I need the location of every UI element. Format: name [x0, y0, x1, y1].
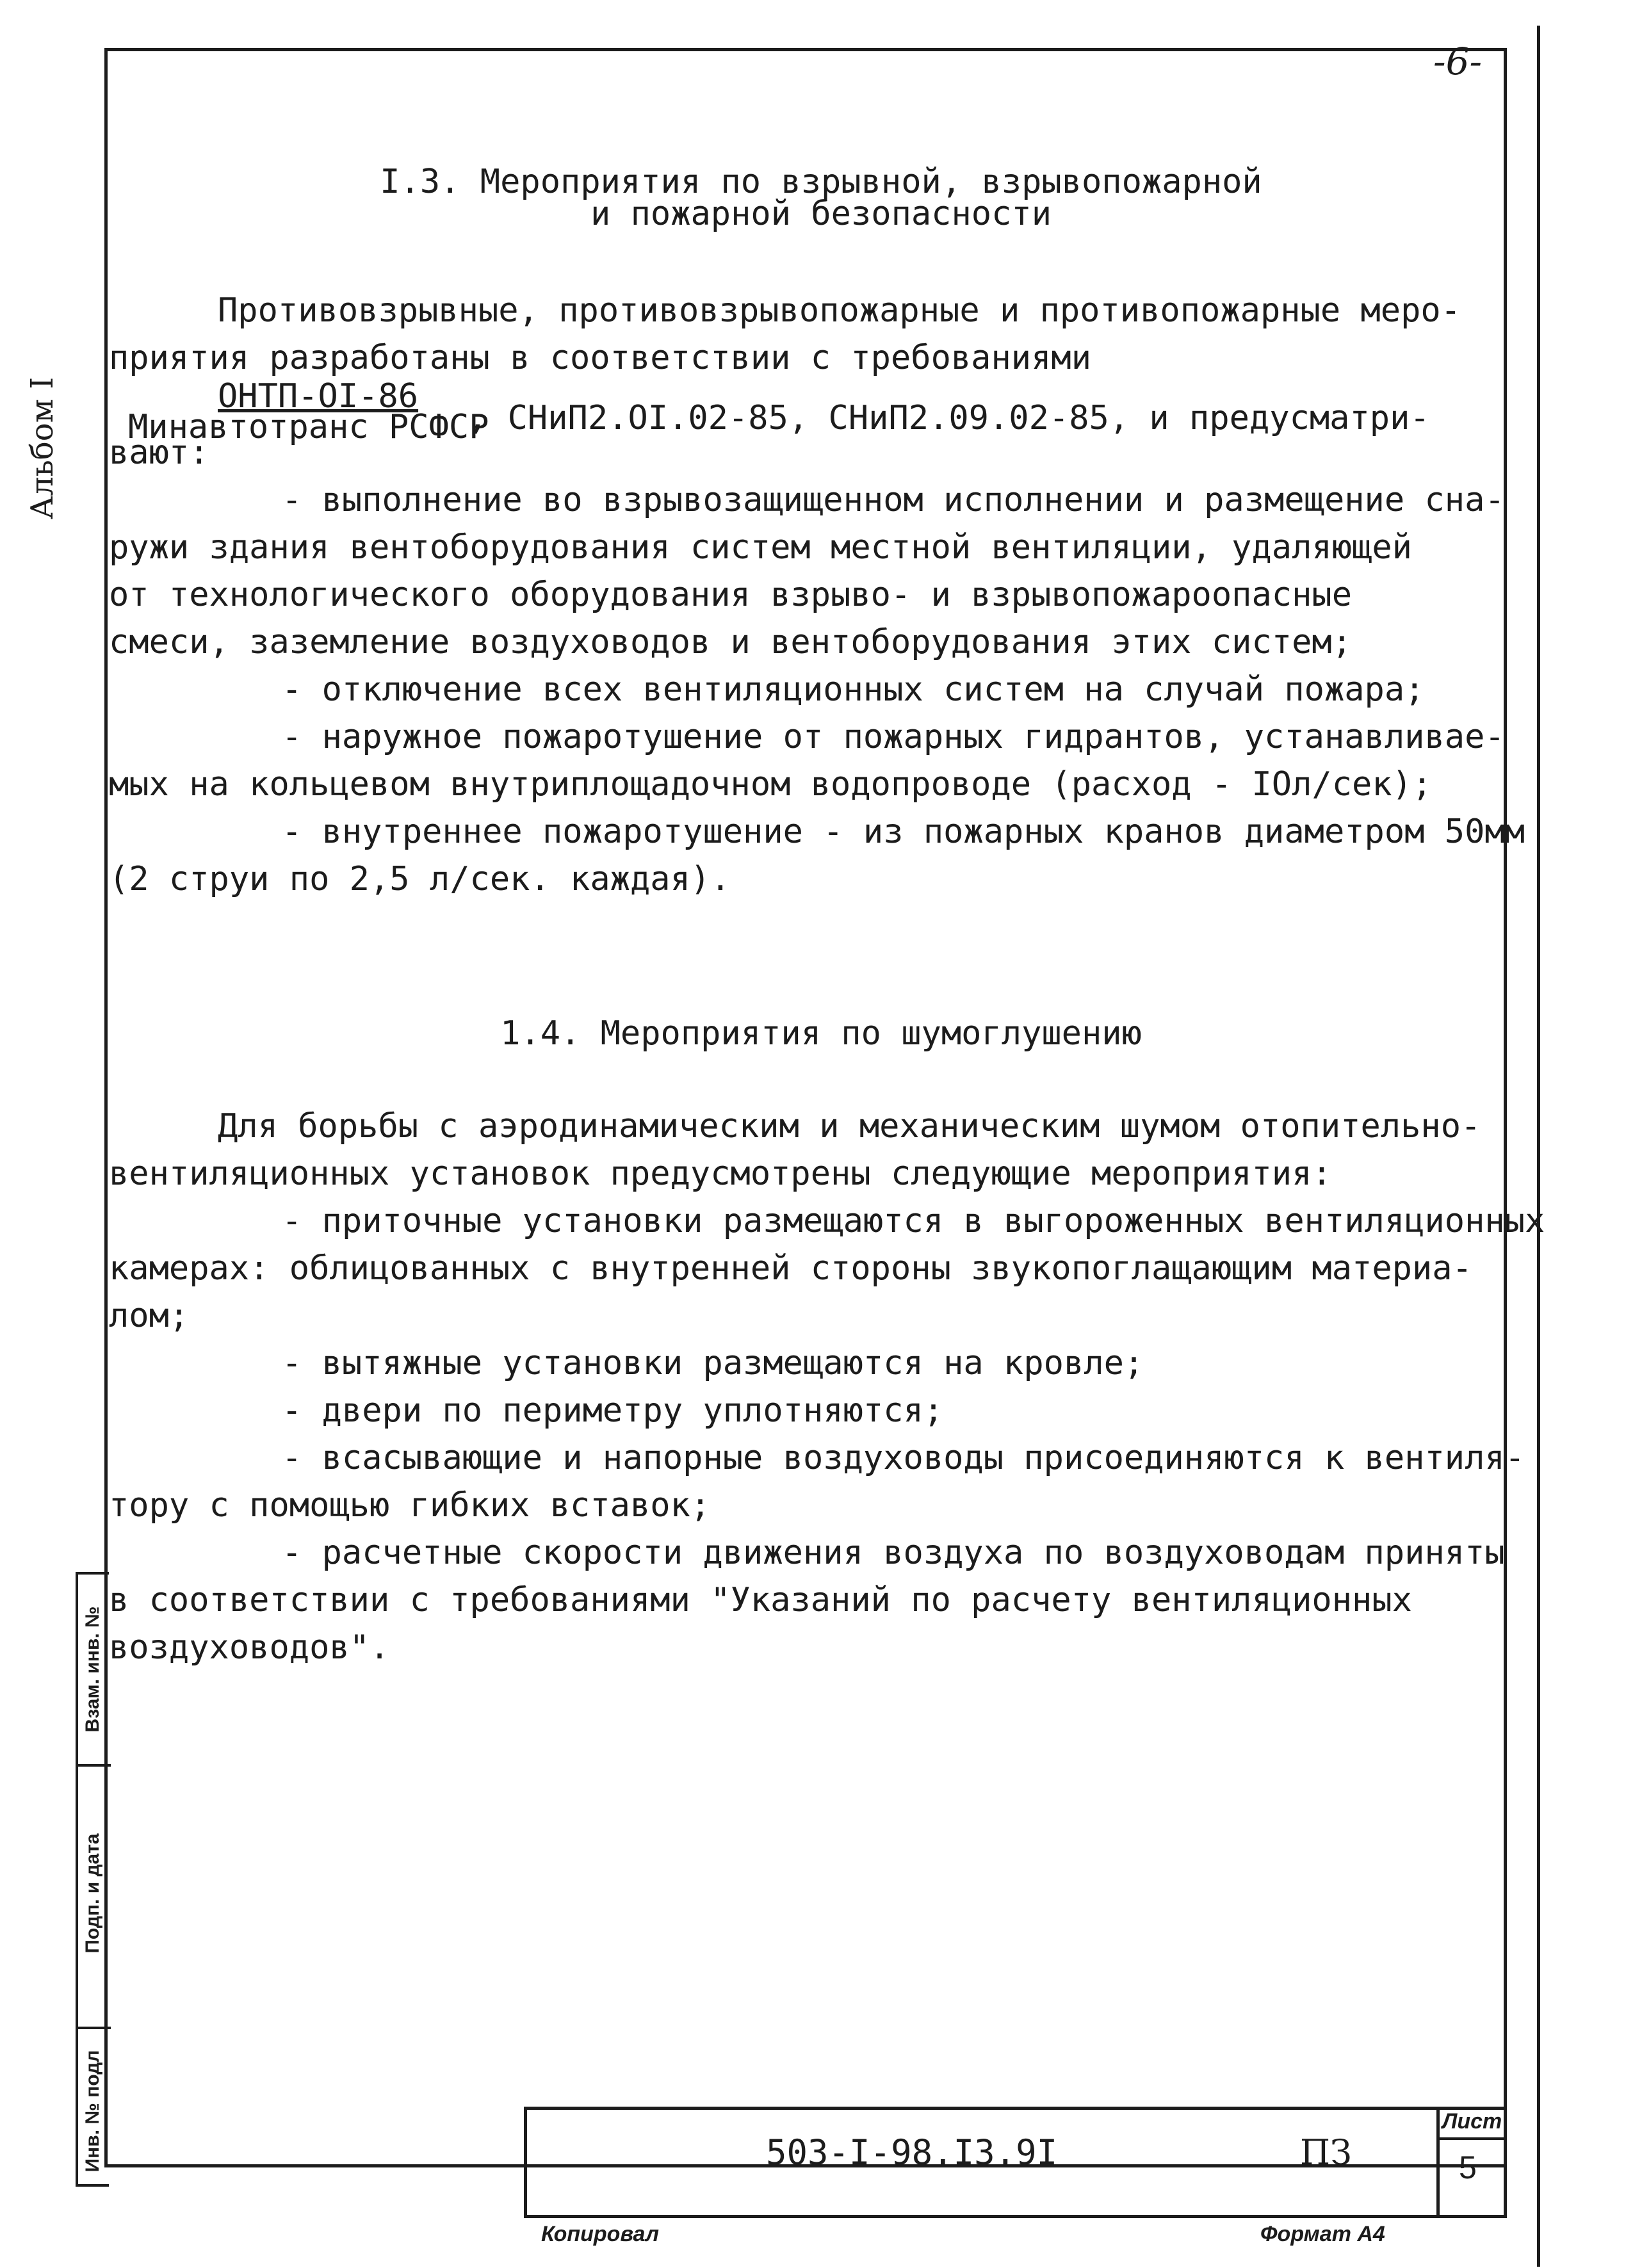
body-line: Для борьбы с аэродинамическим и механическим шумом отопительно- — [218, 1107, 1481, 1146]
sign-date-label: Подп. и дата — [82, 1833, 103, 1954]
replace-inv-label: Взам. инв. № — [82, 1606, 103, 1733]
sheet-label: Лист — [1442, 2109, 1502, 2134]
list-item: тору с помощью гибких вставок; — [109, 1486, 711, 1525]
side-stamp-divider — [76, 1764, 111, 1767]
document-code: 503-I-98.I3.9I — [766, 2132, 1058, 2173]
body-line: Противовзрывные, противовзрывопожарные и противопожарные меро- — [218, 291, 1461, 330]
list-item: мых на кольцевом внутриплощадочном водопроводе (расход - IOл/сек); — [109, 765, 1433, 804]
norm-reference-line — [109, 377, 1473, 446]
list-item: камерах: облицованных с внутренней стороны звукопоглащающим материа- — [109, 1249, 1472, 1288]
page-number: -6- — [1433, 40, 1483, 83]
section-1-3-title-line1: I.3. Мероприятия по взрывной, взрывопожарной — [380, 163, 1262, 201]
sheet-cell-divider — [1436, 2137, 1507, 2140]
list-item: (2 струи по 2,5 л/сек. каждая). — [109, 860, 731, 898]
sheet-number: 5 — [1459, 2150, 1477, 2185]
list-item: смеси, заземление воздуховодов и вентоборудования этих систем; — [109, 623, 1353, 661]
section-1-3-body — [109, 287, 1525, 903]
norm-fraction — [109, 377, 489, 446]
list-item: - вытяжные установки размещаются на кровле; — [282, 1344, 1144, 1382]
format-label: Формат А4 — [1260, 2222, 1385, 2246]
list-item: от технологического оборудования взрыво- и взрывопожароопасные — [109, 576, 1353, 614]
norm-top: ОНТП-OI-86 — [218, 377, 419, 416]
copied-label: Копировал — [541, 2222, 660, 2246]
list-item: лом; — [109, 1297, 190, 1335]
list-item: - отключение всех вентиляционных систем на случай пожара; — [282, 670, 1425, 709]
list-item: ружи здания вентоборудования систем местной вентиляции, удаляющей — [109, 528, 1412, 567]
list-item: - наружное пожаротушение от пожарных гидрантов, устанавливае- — [282, 718, 1505, 756]
norm-bottom: Минавтотранс РСФСР — [128, 408, 489, 446]
list-item: - приточные установки размещаются в выгороженных вентиляционных — [282, 1202, 1545, 1240]
sheet-edge-line — [1537, 26, 1540, 2267]
album-label: Альбом I — [24, 377, 60, 520]
document-section: ПЗ — [1300, 2132, 1352, 2173]
list-item: - внутреннее пожаротушение - из пожарных кранов диаметром 50мм — [282, 813, 1525, 851]
section-1-4-body — [109, 1103, 1545, 1671]
list-item: - расчетные скорости движения воздуха по воздуховодам приняты — [282, 1534, 1505, 1572]
orig-inv-label: Инв. № подл — [82, 2050, 103, 2173]
section-1-3-title-line2: и пожарной безопасности — [590, 195, 1052, 233]
list-item: - выполнение во взрывозащищенном исполнении и размещение сна- — [282, 481, 1505, 519]
list-item: - всасывающие и напорные воздуховоды присоединяются к вентиля- — [282, 1439, 1525, 1477]
list-item: в соответствии с требованиями "Указаний по расчету вентиляционных — [109, 1581, 1412, 1619]
body-line: приятия разработаны в соответствии с требованиями — [109, 339, 1092, 377]
list-item: воздуховодов". — [109, 1628, 390, 1667]
list-item: - двери по периметру уплотняются; — [282, 1391, 944, 1430]
body-line: вентиляционных установок предусмотрены следующие мероприятия: — [109, 1154, 1332, 1193]
norm-rest: , СНиП2.OI.02-85, СНиП2.09.02-85, и предусматри- — [467, 399, 1430, 437]
body-line: вают: — [109, 433, 209, 472]
section-1-4-title: 1.4. Мероприятия по шумоглушению — [500, 1014, 1142, 1053]
